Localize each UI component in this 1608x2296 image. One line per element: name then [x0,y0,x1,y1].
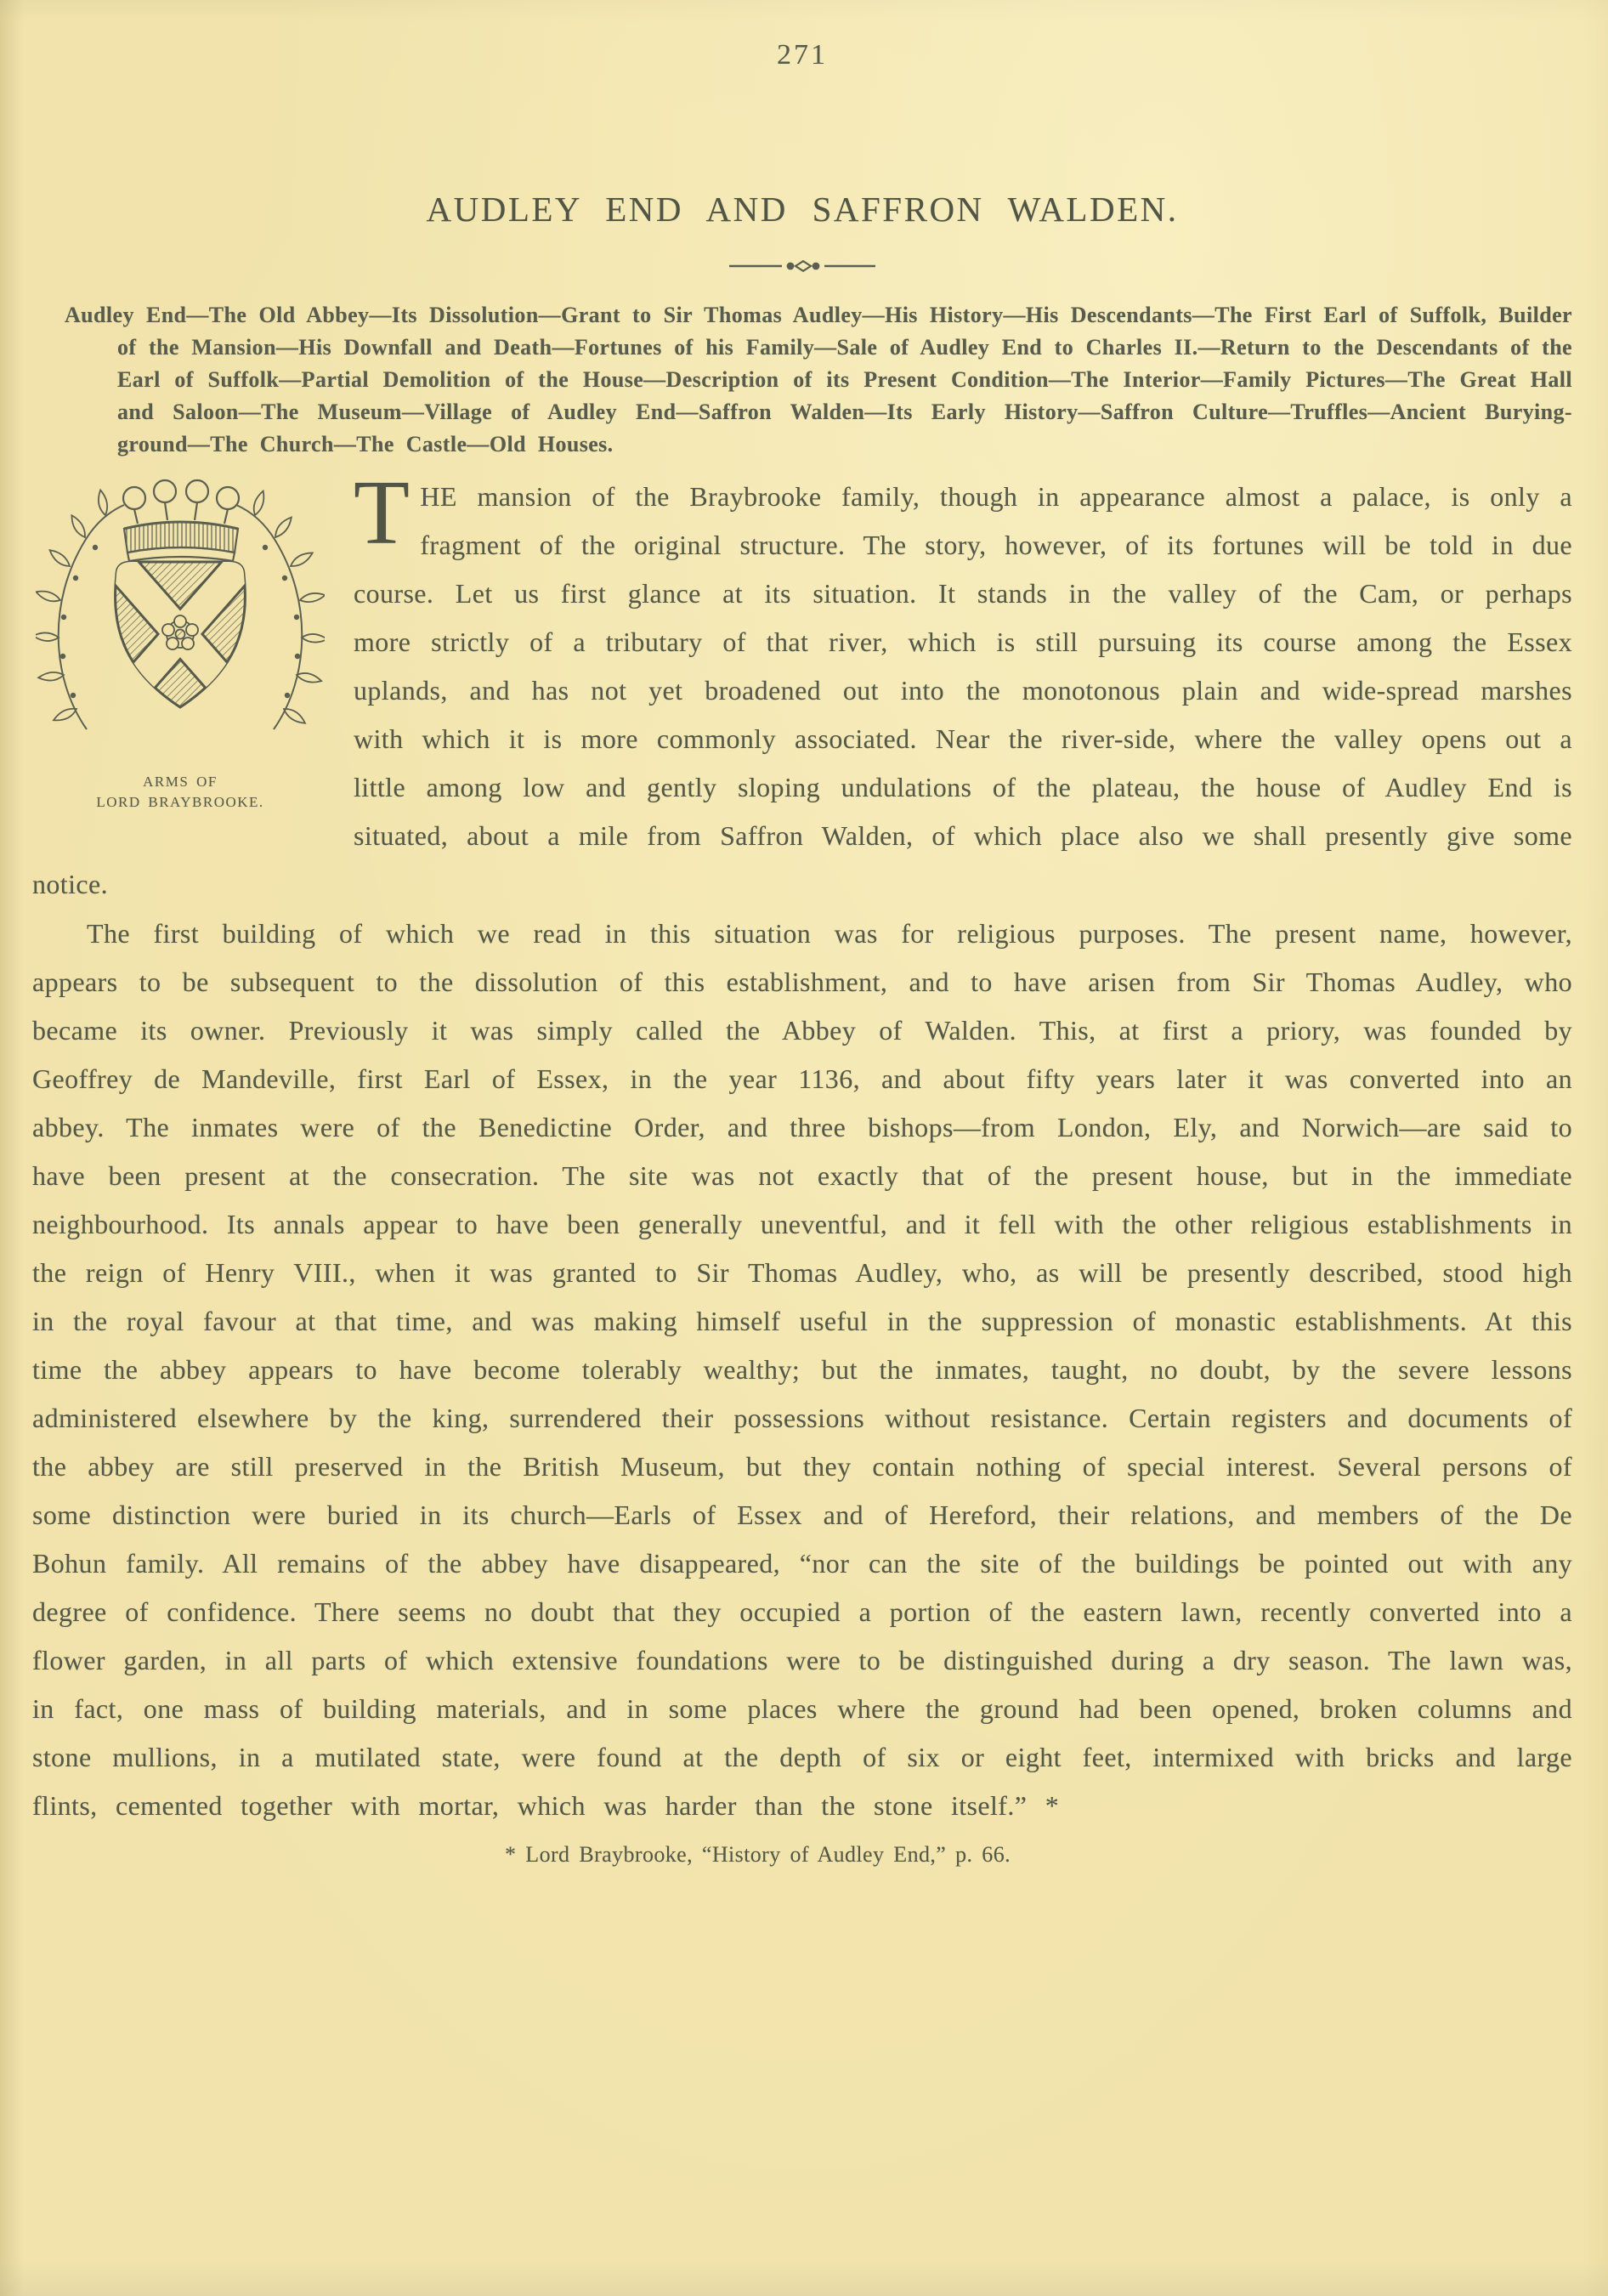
coronet [123,480,239,561]
page-content [0,39,1608,1879]
paragraph-1-text: HE mansion of the Braybrooke family, though in appearance almost a palace, is only a fragment of the original structure. The story, however, of its fortunes will be told in due course. Let us first glance at its situation. It stands in the valley of the Cam, or perhaps more strictly of a tributary of that river, which is still pursuing its course among the Essex uplands, and has not yet broadened out into the monotonous plain and wide-spread marshes with which it is more commonly associated. Near the river-side, where the valley opens out a little among low and gently sloping undulations of the plateau, the house of Audley End is situated, about a mile from Saffron Walden, of which place also we shall presently give some notice. [32,481,1572,899]
paragraph-2: The first building of which we read in this situation was for religious purposes. The present name, however, appears to be subsequent to the dissolution of this establishment, and to have arisen from Sir Thomas Audley, who became its owner. Previously it was simply called the Abbey of Walden. This, at first a priory, was founded by Geoffrey de Mandeville, first Earl of Essex, in the year 1136, and about fifty years later it was converted into an abbey. The inmates were of the Benedictine Order, and three bishops—from London, Ely, and Norwich—are said to have been present at the consecration. The site was not exactly that of the present house, but in the immediate neighbourhood. Its annals appear to have been generally uneventful, and it fell with the other religious establishments in the reign of Henry VIII., when it was granted to Sir Thomas Audley, who, as will be presently described, stood high in the royal favour at that time, and was making himself useful in the suppression of monastic establishments. At this time the abbey appears to have become tolerably wealthy; but the inmates, taught, no doubt, by the severe lessons administered elsewhere by the king, surrendered their possessions without resistance. Certain registers and documents of the abbey are still preserved in the British Museum, but they contain nothing of special interest. Several persons of some distinction were buried in its church—Earls of Essex and of Hereford, their relations, and members of the De Bohun family. All remains of the abbey have disappeared, “nor can the site of the buildings be pointed out with any degree of confidence. There seems no doubt that they occupied a portion of the eastern lawn, recently converted into a flower garden, in all parts of which extensive foundations were to be distinguished during a dry season. The lawn was, in fact, one mass of building materials, and in some places where the ground had been opened, broken columns and stone mullions, in a mutilated state, were found at the depth of six or eight feet, intermixed with bricks and large flints, cemented together with mortar, which was harder than the stone itself.” * [32,918,1572,1821]
divider-ornament-icon [32,258,1572,274]
shield [116,562,246,707]
drop-cap: T [354,462,410,564]
footnote: * Lord Braybrooke, “History of Audley End,” p. 66. [505,1842,1011,1867]
coat-of-arms-icon [36,474,325,755]
arms-block [32,474,328,813]
arms-caption [32,772,328,813]
wreath-right [236,490,325,729]
wreath-left [36,490,124,729]
page-number: 271 [777,39,828,71]
chapter-summary: Audley End—The Old Abbey—Its Dissolution—Grant to Sir Thomas Audley—His History—His Descendants—The First Earl of Suffolk, Builder of the Mansion—His Downfall and Death—Fortunes of his Family—Sale of Audley End to Charles II.—Return to the Descendants of the Earl of Suffolk—Partial Demolition of the House—Description of its Present Condition—The Interior—Family Pictures—The Great Hall and Saloon—The Museum—Village of Audley End—Saffron Walden—Its Early History—Saffron Culture—Truffles—Ancient Burying-ground—The Church—The Castle—Old Houses. [65,303,1572,456]
chapter-title: AUDLEY END AND SAFFRON WALDEN. [426,190,1179,229]
arms-caption-line2: LORD BRAYBROOKE. [96,794,264,810]
body-text [32,462,1572,1879]
arms-caption-line1: ARMS OF [143,774,218,790]
